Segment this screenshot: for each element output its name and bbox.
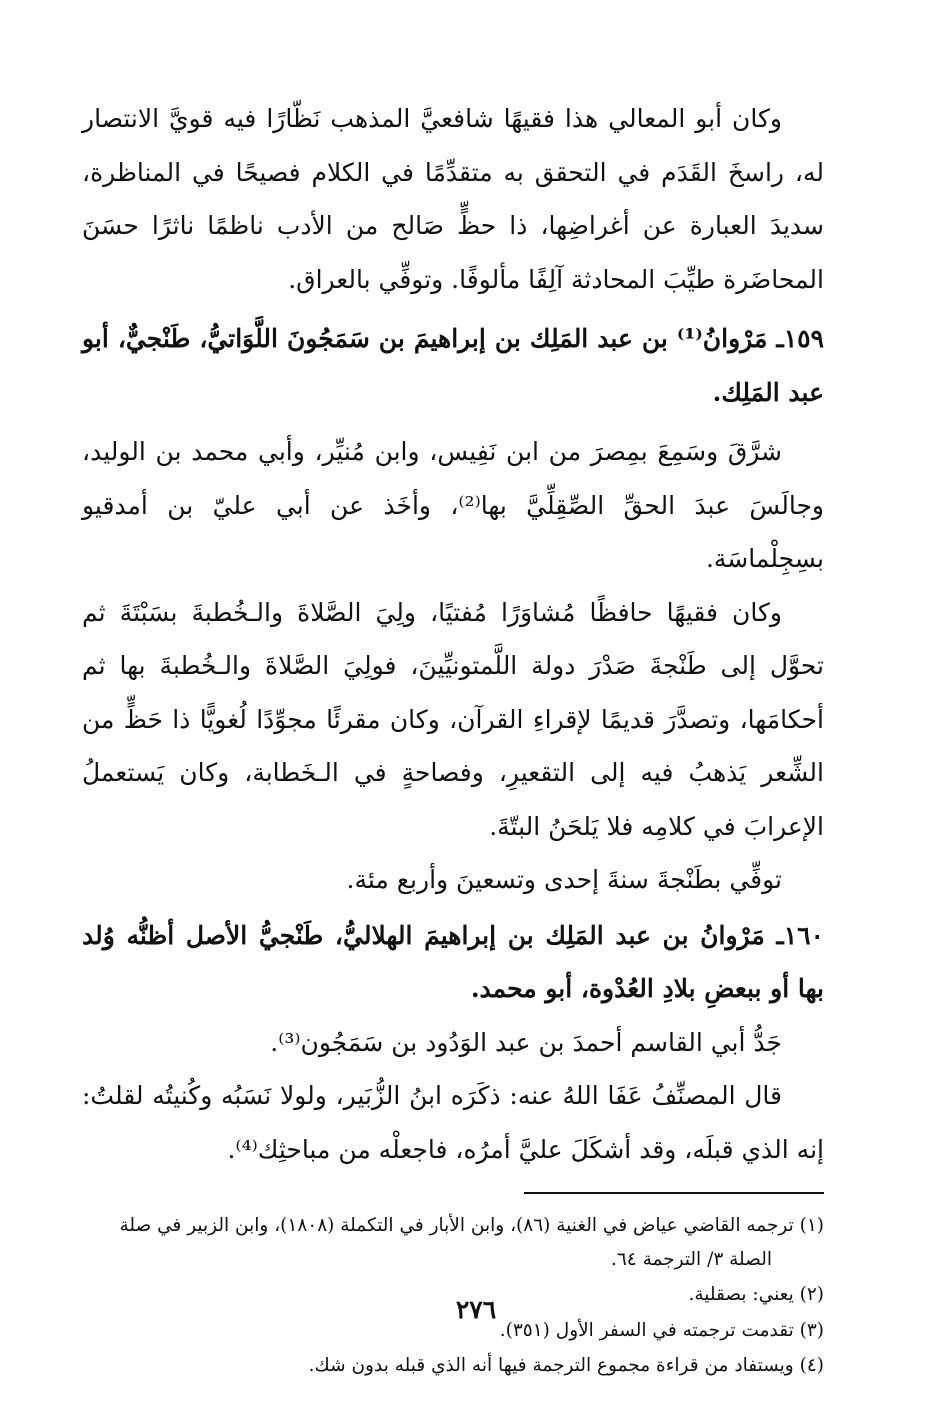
page-number: ٢٧٦ <box>455 1295 497 1324</box>
paragraph: توفِّي بطَنْجةَ سنةَ إحدى وتسعينَ وأربع مئة. <box>346 865 782 894</box>
paragraph: قال المصنِّفُ عَفَا اللهُ عنه: ذكَرَه ابنُ الزُّبَير، ولولا نَسَبُه وكُنيتُه لقلتُ: إنه الذي قبلَه، وقد أشكَلَ عليَّ أمرُه، فاجعلْه من مباحثِك⁽⁴⁾. <box>82 1081 824 1164</box>
main-text <box>82 92 824 1176</box>
footnote-4: (٤) ويستفاد من قراءة مجموع الترجمة فيها أنه الذي قبله بدون شك. <box>308 1355 824 1376</box>
paragraph: شرَّقَ وسَمِعَ بمِصرَ من ابن نَفِيس، وابن مُنيِّر، وأبي محمد بن الوليد، وجالَسَ عبدَ الحقِّ الصِّقِلِّيَّ بها⁽²⁾، وأخَذ عن أبي عليّ بن أمدقيو بسِجِلْماسَة. <box>82 437 825 573</box>
paragraph: وكان أبو المعالي هذا فقيهًا شافعيَّ المذهب نَظّارًا فيه قويَّ الانتصار له، راسخَ القَدَم في التحقق به متقدِّمًا في الكلام فصيحًا في المناظرة، سديدَ العبارة عن أغراضِها، ذا حظٍّ صَالح من الأدب ناظمًا ناثرًا حسَنَ المحاضَرة طيِّبَ المحادثة آلِفًا مألوفًا. وتوفِّي بالعراق. <box>82 104 824 294</box>
footnote-1: (١) ترجمه القاضي عياض في الغنية (٨٦)، وابن الأبار في التكملة (١٨٠٨)، وابن الزبير في صلة <box>119 1215 824 1236</box>
footnote-3: (٣) تقدمت ترجمته في السفر الأول (٣٥١). <box>499 1319 824 1341</box>
footnote-divider <box>524 1192 824 1194</box>
entry-heading-159: ١٥٩ـ مَرْوانُ⁽¹⁾ بن عبد المَلِك بن إبراهيمَ بن سَمَجُونَ اللَّوَاتيُّ، طَنْجيٌّ، أبو عبد المَلِك. <box>82 324 824 407</box>
paragraph: جَدُّ أبي القاسم أحمدَ بن عبد الوَدُود بن سَمَجُون⁽³⁾. <box>270 1027 782 1057</box>
footnote-2: (٢) يعني: بصقلية. <box>688 1284 824 1305</box>
paragraph: وكان فقيهًا حافظًا مُشاوَرًا مُفتيًا، ولِيَ الصَّلاةَ والـخُطبةَ بسَبْتَةَ ثم تحوَّل إلى طَنْجةَ صَدْرَ دولة اللَّمتونيِّينَ، فولِيَ الصَّلاةَ والـخُطبةَ بها ثم أحكامَها، وتصدَّرَ قديمًا لإقراءِ القرآن، وكان مقرئًا مجوِّدًا لُغويًّا ذا حَظٍّ من الشِّعر يَذهبُ فيه إلى التقعيرِ، وفصاحةٍ في الـخَطابة، وكان يَستعملُ الإعرابَ في كلامِه فلا يَلحَنُ البتّةَ. <box>82 597 824 841</box>
entry-heading-160: ١٦٠ـ مَرْوانُ بن عبد المَلِك بن إبراهيمَ الهلاليُّ، طَنْجيُّ الأصل أظنُّه وُلد بها أو ببعضِ بلادِ العُدْوة، أبو محمد. <box>82 920 824 1003</box>
footnote-1-continuation: الصلة ٣/ الترجمة ٦٤. <box>610 1248 772 1270</box>
